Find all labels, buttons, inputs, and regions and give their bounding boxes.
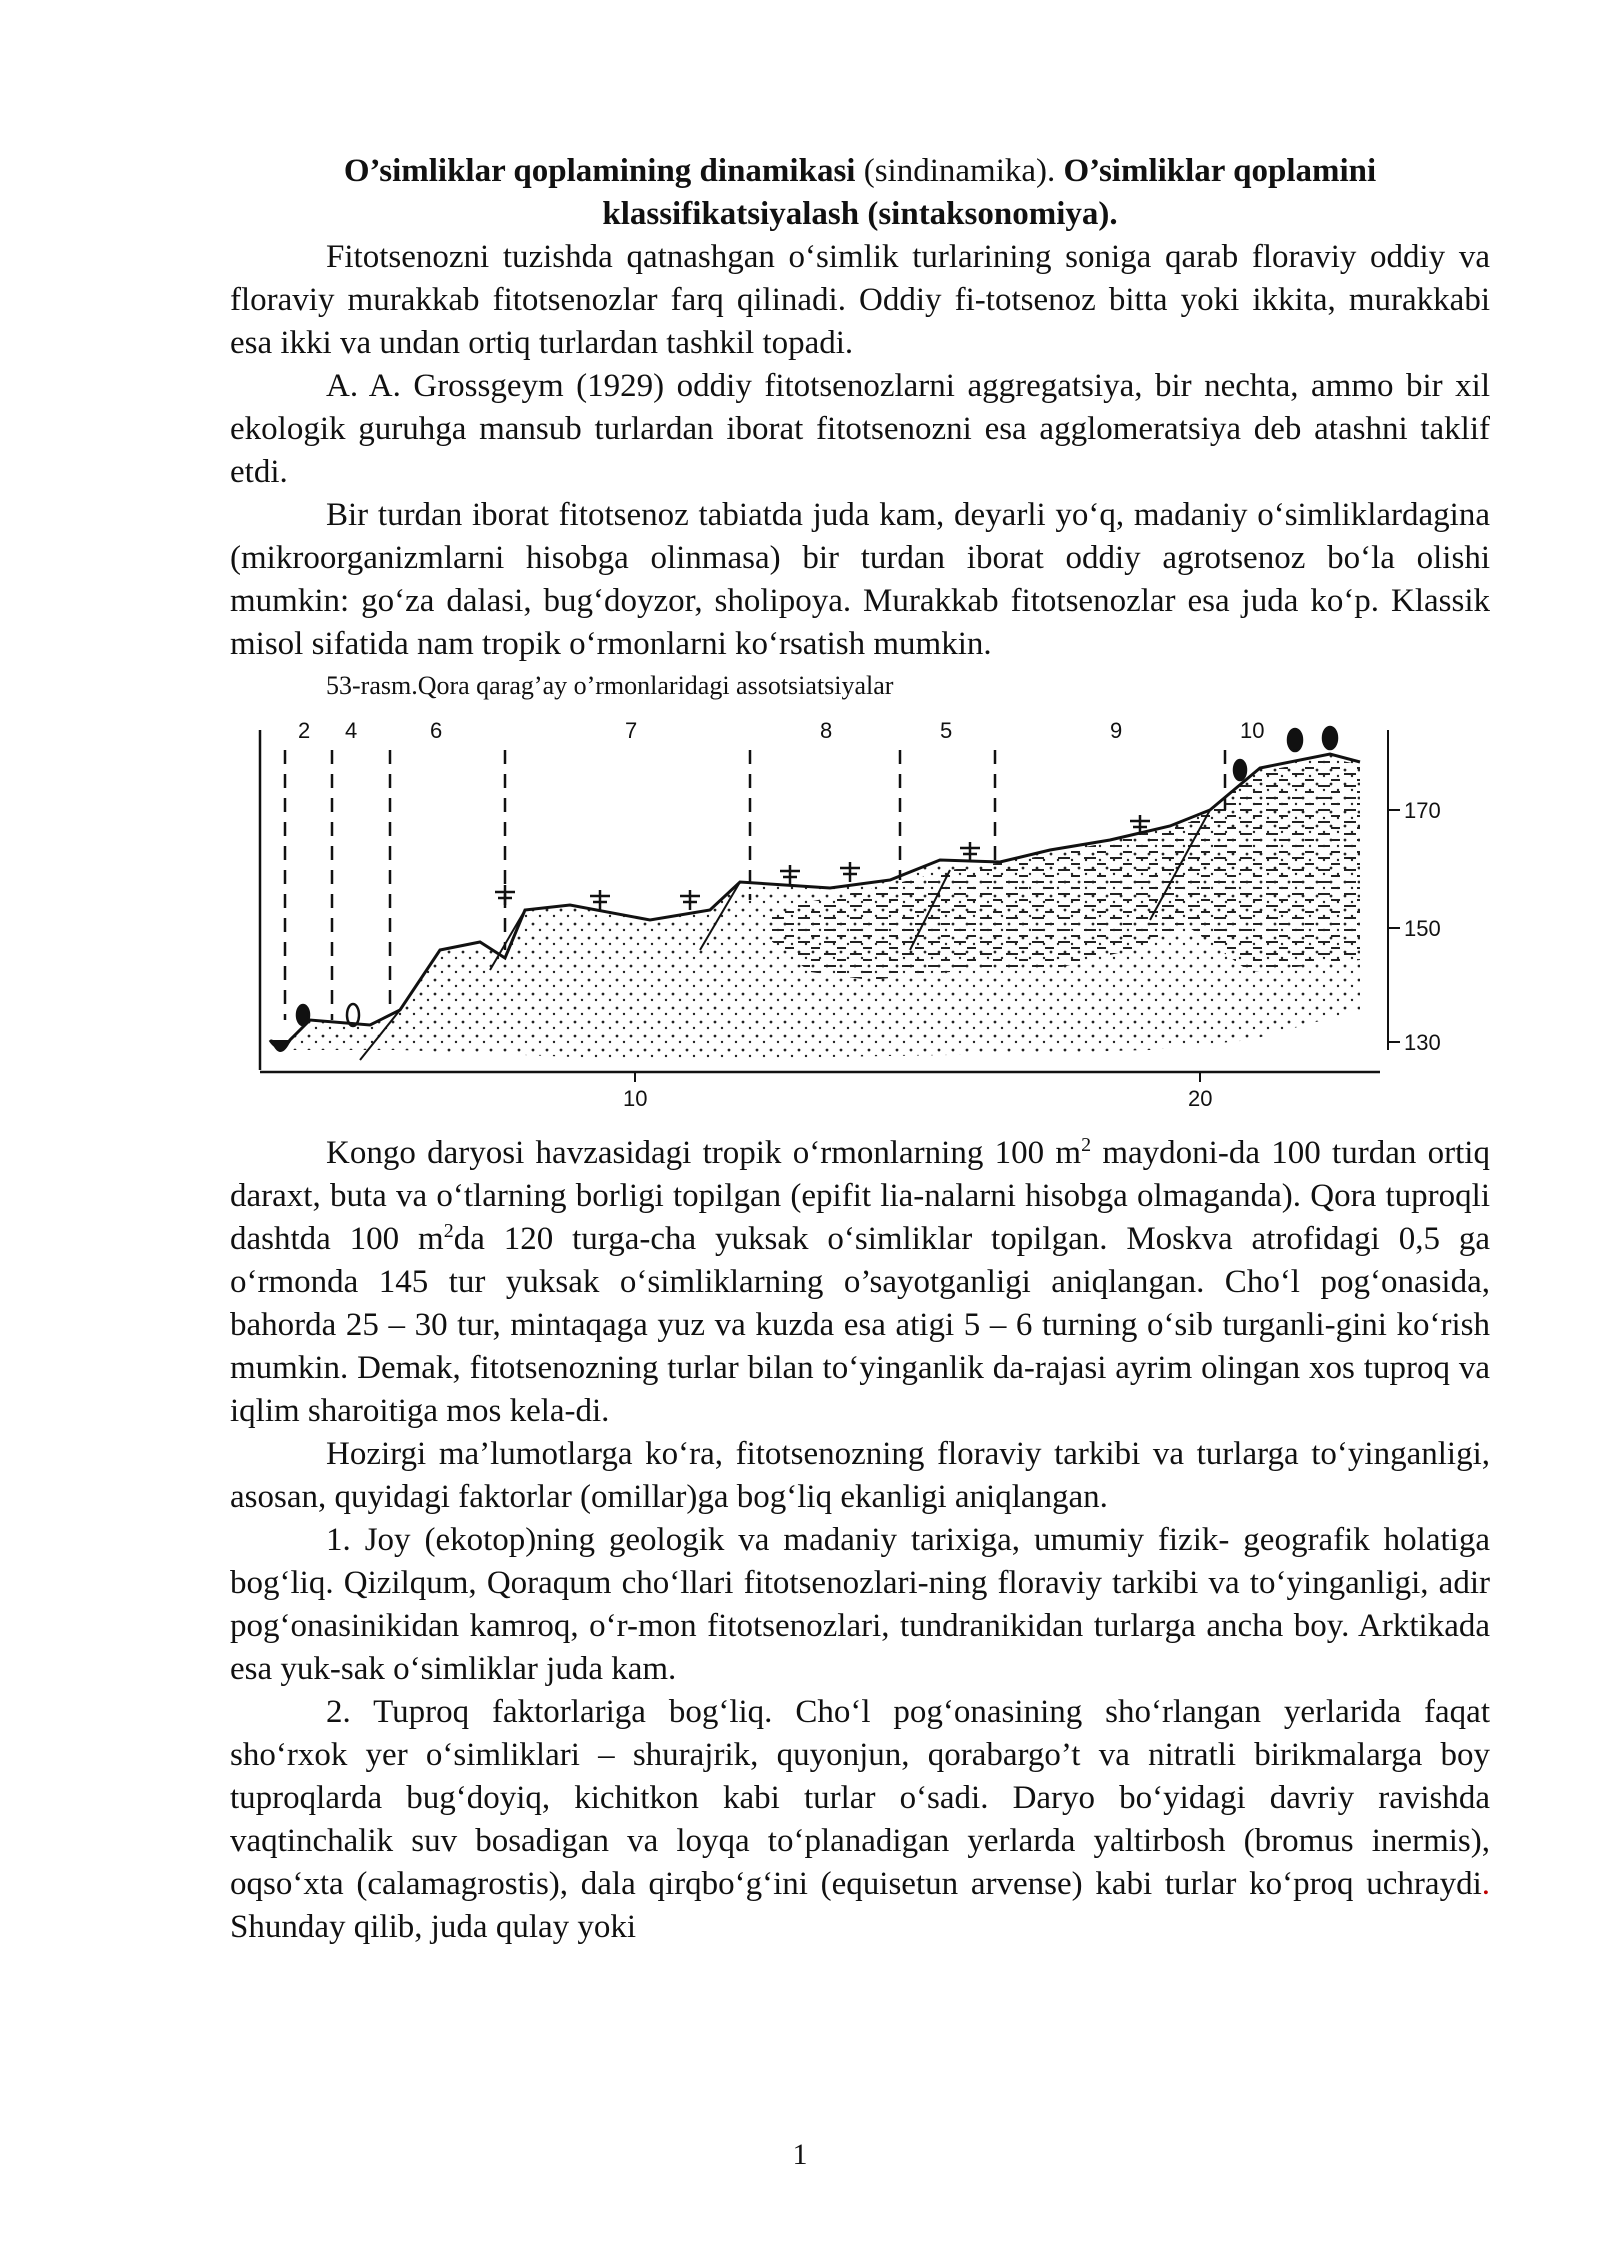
figure-caption: 53-rasm.Qora qarag’ay o’rmonlaridagi assotsiatsiyalar bbox=[326, 671, 894, 700]
last-tail: Shunday qilib, juda qulay yoki bbox=[230, 1909, 637, 1945]
distance-label: 20 bbox=[1188, 1086, 1213, 1111]
zone-label: 7 bbox=[625, 718, 638, 743]
zone-label: 4 bbox=[345, 718, 358, 743]
distance-label: 10 bbox=[623, 1086, 648, 1111]
superscript: 2 bbox=[443, 1220, 454, 1242]
kongo-part-3: da 120 turga-cha yuksak o‘simliklar topilgan. Moskva atrofidagi 0,5 ga o‘rmonda 145 tur yuksak o‘simliklarning o’sayotganligi aniqlangan. Cho‘l pog‘onasida, bahorda 25 – 30 tur, mintaqaga yuz va kuzda esa atigi 5 – 6 turning o‘sib turganli-gini ko‘rish mumkin. Demak, fitotsenozning turlar bilan to‘yinganlik da-rajasi ayrim olingan xos tuproq va iqlim sharoitiga mos kela-di. bbox=[230, 1221, 1490, 1429]
kongo-part-1: Kongo daryosi havzasidagi tropik o‘rmonlarning 100 m bbox=[326, 1135, 1082, 1171]
paragraph: Hozirgi ma’lumotlarga ko‘ra, fitotsenozning floraviy tarkibi va turlarga to‘yinganligi, asosan, quyidagi faktorlar (omillar)ga bog‘liq ekanligi aniqlangan. bbox=[230, 1436, 1490, 1515]
zone-label: 6 bbox=[430, 718, 443, 743]
zone-label: 10 bbox=[1240, 718, 1265, 743]
elevation-label: 130 bbox=[1404, 1030, 1441, 1055]
red-dot: . bbox=[1481, 1866, 1490, 1902]
zone-label: 5 bbox=[940, 718, 953, 743]
paragraph-kongo bbox=[230, 1132, 1490, 1433]
elevation-label: 170 bbox=[1404, 798, 1441, 823]
paragraph: A. A. Grossgeym (1929) oddiy fitotsenozlarni aggregatsiya, bir nechta, ammo bir xil ekologik guruhga mansub turlardan iborat fitotsenozni esa agglomeratsiya deb atashni taklif etdi. bbox=[230, 368, 1490, 490]
page-number: 1 bbox=[792, 2138, 808, 2171]
cross-section-diagram bbox=[250, 710, 1460, 1120]
elevation-label: 150 bbox=[1404, 916, 1441, 941]
title-bold-1: O’simliklar qoplamining dinamikasi bbox=[343, 153, 856, 189]
zone-label-group bbox=[298, 718, 1264, 743]
distance-label-group bbox=[623, 1086, 1212, 1111]
zone-label: 8 bbox=[820, 718, 833, 743]
paragraph-last bbox=[230, 1691, 1490, 1949]
zone-label: 2 bbox=[298, 718, 311, 743]
paragraph: Fitotsenozni tuzishda qatnashgan o‘simlik turlarining soniga qarab floraviy oddiy va floraviy murakkab fitotsenozlar farq qilinadi. Oddiy fi-totsenoz bitta yoki ikkita, murakkabi esa ikki va undan ortiq turlardan tashkil topadi. bbox=[230, 239, 1490, 361]
title-normal: (sindinamika). bbox=[855, 153, 1064, 189]
zone-label: 9 bbox=[1110, 718, 1123, 743]
elevation-label-group bbox=[1404, 798, 1441, 1055]
title-bold-2: O’simliklar qoplamini klassifikatsiyalash (sintaksonomiya). bbox=[602, 153, 1377, 232]
cross-section-figure bbox=[250, 710, 1460, 1120]
last-main: 2. Tuproq faktorlariga bog‘liq. Cho‘l pog‘onasining sho‘rlangan yerlarida faqat sho‘rxok yer o‘simliklari – shurajrik, quyonjun, qorabargo’t va nitratli birikmalarga boy tuproqlarda bug‘doyiq, kichitkon kabi turlar o‘sadi. Daryo bo‘yidagi davriy ravishda vaqtinchalik suv bosadigan va loyqa to‘planadigan yerlarda yaltirbosh (bromus inermis), oqso‘xta (calamagrostis), dala qirqbo‘g‘ini (equisetun arvense) kabi turlar ko‘proq uchraydi bbox=[230, 1694, 1490, 1902]
paragraph: Bir turdan iborat fitotsenoz tabiatda juda kam, deyarli yo‘q, madaniy o‘simliklardagina (mikroorganizmlarni hisobga olinmasa) bir turdan iborat oddiy agrotsenoz bo‘la olishi mumkin: go‘za dalasi, bug‘doyzor, sholipoya. Murakkab fitotsenozlar esa juda ko‘p. Klassik misol sifatida nam tropik o‘rmonlarni ko‘rsatish mumkin. bbox=[230, 497, 1490, 662]
kongo-part-2: maydoni-da 100 turdan ortiq daraxt, buta va o‘tlarning borligi topilgan (epifit lia-nalarni hisobga olmaganda). Qora tuproqli dashtda 100 m bbox=[230, 1135, 1490, 1257]
superscript: 2 bbox=[1081, 1134, 1092, 1156]
page-title bbox=[230, 150, 1490, 236]
page-content bbox=[230, 150, 1490, 1949]
paragraph: 1. Joy (ekotop)ning geologik va madaniy tarixiga, umumiy fizik- geografik holatiga bog‘liq. Qizilqum, Qoraqum cho‘llari fitotsenozlari-ning floraviy tarkibi va to‘yinganligi, adir pog‘onasinikidan kamroq, o‘r-mon fitotsenozlari, tundranikidan turlarga ancha boy. Arktikada esa yuk-sak o‘simliklar juda kam. bbox=[230, 1522, 1490, 1687]
